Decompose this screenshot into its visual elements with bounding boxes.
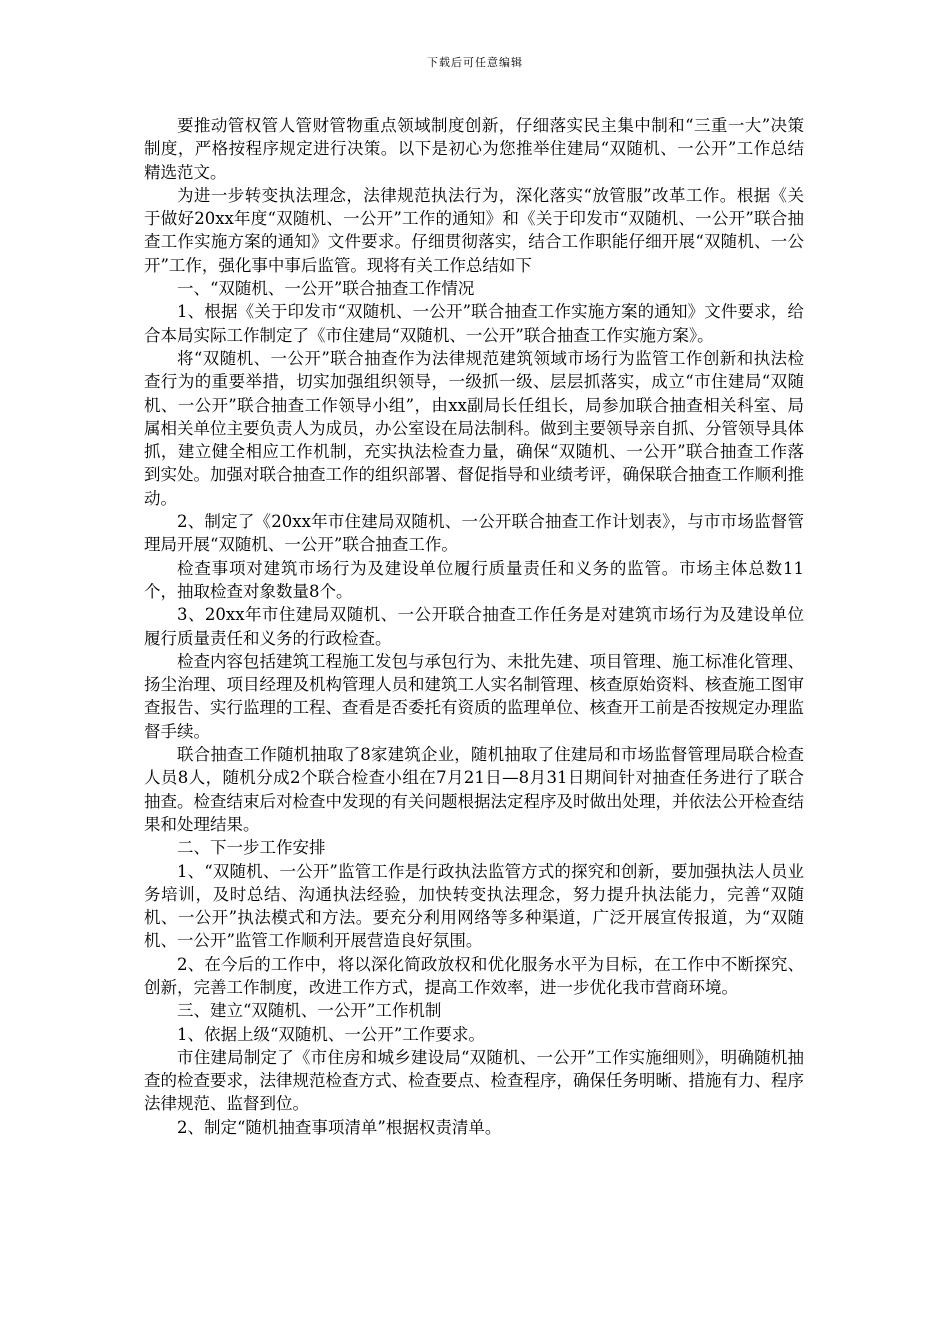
paragraph: 1、根据《关于印发市“双随机、一公开”联合抽查工作实施方案的通知》文件要求，给合本局实际工作制定了《市住建局“双随机、一公开”联合抽查工作实施方案》。: [144, 302, 804, 345]
paragraph: 检查事项对建筑市场行为及建设单位履行质量责任和义务的监管。市场主体总数11个，抽取检查对象数量8个。: [144, 558, 804, 601]
section-heading-1: 一、“双随机、一公开”联合抽查工作情况: [177, 279, 475, 299]
paragraph: 2、制定了《20xx年市住建局双随机、一公开联合抽查工作计划表》，与市市场监督管理局开展“双随机、一公开”联合抽查工作。: [144, 512, 804, 555]
paragraph: 3、20xx年市住建局双随机、一公开联合抽查工作任务是对建筑市场行为及建设单位履行质量责任和义务的行政检查。: [144, 605, 804, 648]
section-heading-2: 二、下一步工作安排: [177, 838, 326, 858]
paragraph: 2、制定“随机抽查事项清单”根据权责清单。: [177, 1117, 502, 1137]
document-body: [144, 114, 804, 1139]
paragraph: 1、“双随机、一公开”监管工作是行政执法监管方式的探究和创新，要加强执法人员业务培训，及时总结、沟通执法经验，加快转变执法理念，努力提升执法能力，完善“双随机、一公开”执法模式和方法。要充分利用网络等多种渠道，广泛开展宣传报道，为“双随机、一公开”监管工作顺利开展营造良好氛围。: [144, 861, 804, 951]
section-heading-3: 三、建立“双随机、一公开”工作机制: [177, 1001, 442, 1021]
paragraph: 联合抽查工作随机抽取了8家建筑企业，随机抽取了住建局和市场监督管理局联合检查人员8人，随机分成2个联合检查小组在7月21日—8月31日期间针对抽查任务进行了联合抽查。检查结束后对检查中发现的有关问题根据法定程序及时做出处理，并依法公开检查结果和处理结果。: [144, 745, 804, 834]
paragraph: 1、依据上级“双随机、一公开”工作要求。: [177, 1024, 485, 1044]
page-header-note: 下载后可任意编辑: [427, 56, 523, 69]
paragraph: 检查内容包括建筑工程施工发包与承包行为、未批先建、项目管理、施工标准化管理、扬尘治理、项目经理及机构管理人员和建筑工人实名制管理、核查原始资料、核查施工图审查报告、实行监理的工程、查看是否委托有资质的监理单位、核查开工前是否按规定办理监督手续。: [144, 651, 804, 741]
paragraph: 2、在今后的工作中，将以深化简政放权和优化服务水平为目标，在工作中不断探究、创新，完善工作制度，改进工作方式，提高工作效率，进一步优化我市营商环境。: [144, 954, 804, 997]
paragraph-intro: 要推动管权管人管财管物重点领域制度创新，仔细落实民主集中制和“三重一大”决策制度，严格按程序规定进行决策。以下是初心为您推举住建局“双随机、一公开”工作总结精选范文。: [144, 116, 804, 182]
paragraph: 将“双随机、一公开”联合抽查作为法律规范建筑领域市场行为监管工作创新和执法检查行为的重要举措，切实加强组织领导，一级抓一级、层层抓落实，成立“市住建局“双随机、一公开”联合抽查工作领导小组”，由xx副局长任组长，局参加联合抽查相关科室、局属相关单位主要负责人为成员，办公室设在局法制科。做到主要领导亲自抓、分管领导具体抓，建立健全相应工作机制，充实执法检查力量，确保“双随机、一公开”联合抽查工作落到实处。加强对联合抽查工作的组织部署、督促指导和业绩考评，确保联合抽查工作顺利推动。: [144, 348, 804, 508]
paragraph-background: 为进一步转变执法理念，法律规范执法行为，深化落实“放管服”改革工作。根据《关于做好20xx年度“双随机、一公开”工作的通知》和《关于印发市“双随机、一公开”联合抽查工作实施方案的通知》文件要求。仔细贯彻落实，结合工作职能仔细开展“双随机、一公开”工作，强化事中事后监管。现将有关工作总结如下: [144, 185, 804, 275]
paragraph: 市住建局制定了《市住房和城乡建设局“双随机、一公开”工作实施细则》，明确随机抽查的检查要求，法律规范检查方式、检查要点、检查程序，确保任务明晰、措施有力、程序法律规范、监督到位。: [144, 1047, 804, 1114]
